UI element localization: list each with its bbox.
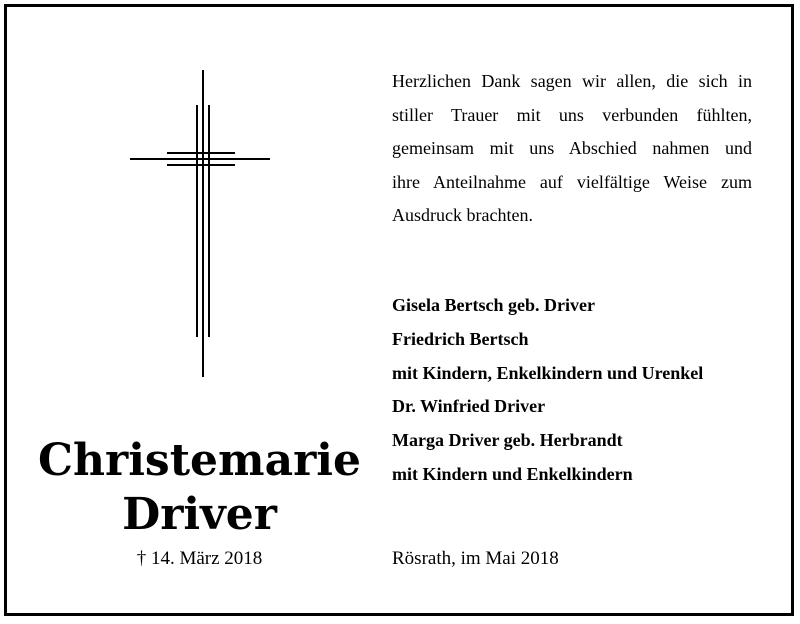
family-member: Gisela Bertsch geb. Driver <box>392 295 595 315</box>
obituary-card <box>4 4 794 616</box>
family-member: mit Kindern, Enkelkindern und Urenkel <box>392 362 704 383</box>
deceased-first-name: Christemarie <box>38 435 361 486</box>
family-member: Marga Driver geb. Herbrandt <box>392 430 623 451</box>
death-date: † 14. März 2018 <box>136 548 263 569</box>
family-member: Friedrich Bertsch <box>392 328 529 349</box>
family-member: mit Kindern und Enkelkindern <box>392 463 633 484</box>
deceased-last-name: Driver <box>122 489 277 540</box>
thanks-line: ihre Anteilnahme auf vielfältige Weise zum <box>392 171 752 192</box>
place-and-date: Rösrath, im Mai 2018 <box>392 548 559 569</box>
thanks-message <box>392 65 752 233</box>
family-signatures <box>392 289 792 492</box>
thanks-line: Ausdruck brachten. <box>392 205 533 225</box>
thanks-line: stiller Trauer mit uns verbunden fühlten, <box>392 104 752 125</box>
cross-icon <box>127 67 277 382</box>
family-member: Dr. Winfried Driver <box>392 396 546 417</box>
thanks-line: Herzlichen Dank sagen wir allen, die sich in <box>392 71 752 91</box>
thanks-line: gemeinsam mit uns Abschied nahmen und <box>392 138 752 158</box>
